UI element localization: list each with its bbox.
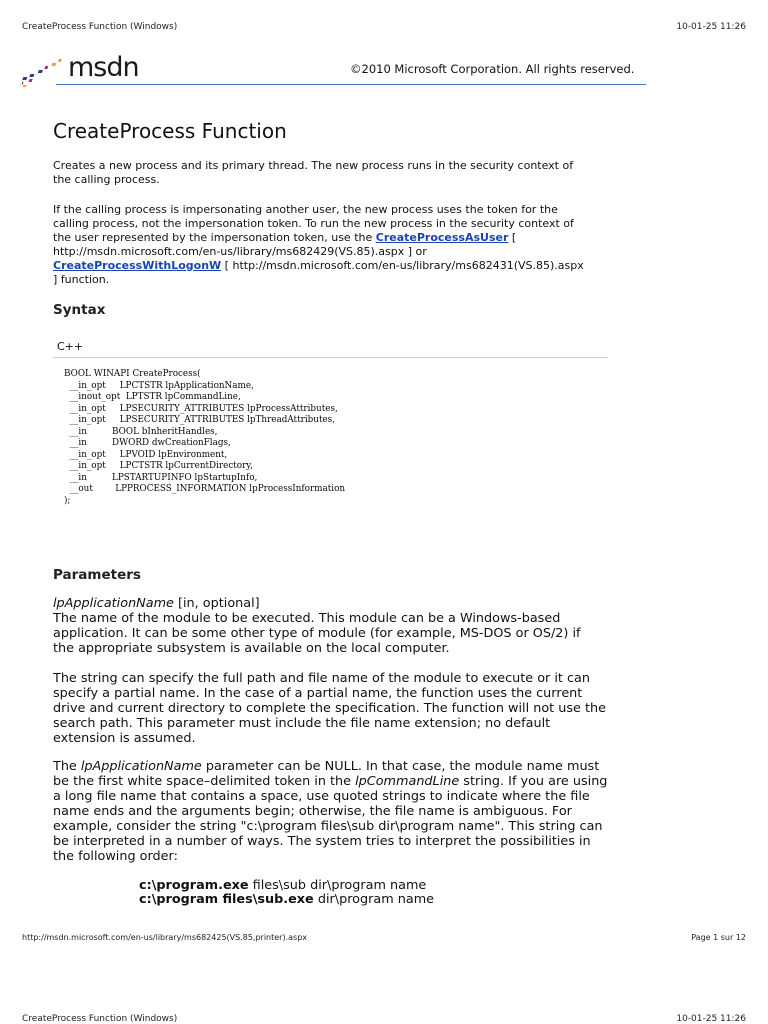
code-line: __inout_opt LPTSTR lpCommandLine, (64, 392, 241, 403)
text-line: example, consider the string "c:\program files\sub dir\program name". This string can (53, 819, 603, 834)
intro-paragraph (53, 159, 573, 187)
text-line: the following order: (53, 849, 178, 864)
text-line: drive and current directory to complete the specification. The function will not use the (53, 701, 606, 716)
page-title: CreateProcess Function (53, 119, 287, 143)
text-line: name ends and the arguments begin; otherwise, the file name is ambiguous. For (53, 804, 572, 819)
text-line: The name of the module to be executed. This module can be a Windows-based (53, 611, 561, 626)
code-line: BOOL WINAPI CreateProcess( (64, 369, 201, 379)
code-line: __in BOOL bInheritHandles, (64, 426, 218, 437)
text-line (53, 259, 633, 273)
createprocessasuser-link[interactable]: CreateProcessAsUser (375, 231, 509, 244)
copyright-notice: ©2010 Microsoft Corporation. All rights reserved. (350, 62, 635, 76)
text-span: [ (508, 231, 517, 244)
path-example (139, 879, 434, 893)
intro-line: Creates a new process and its primary thread. The new process runs in the security context of (53, 159, 574, 172)
msdn-logo-text: msdn (68, 52, 139, 83)
code-line: __in_opt LPVOID lpEnvironment, (64, 449, 228, 460)
print-header-datetime: 10-01-25 11:26 (676, 22, 746, 32)
param-name: lpApplicationName (53, 596, 174, 611)
code-line: __in_opt LPSECURITY_ATTRIBUTES lpProcessAttributes, (64, 403, 338, 414)
print-footer-page: Page 1 sur 12 (691, 933, 746, 942)
text-line: application. It can be some other type of module (for example, MS-DOS or OS/2) if (53, 626, 581, 641)
path-examples (139, 879, 434, 907)
text-line: be interpreted in a number of ways. The system tries to interpret the possibilities in (53, 834, 591, 849)
path-bold: c:\program.exe (139, 878, 249, 893)
text-line (53, 231, 633, 245)
code-line: __in DWORD dwCreationFlags, (64, 438, 231, 449)
code-line: __in_opt LPSECURITY_ATTRIBUTES lpThreadAttributes, (64, 415, 335, 426)
text-span: string. If you are using (459, 774, 608, 789)
text-line: search path. This parameter must include the file name extension; no default (53, 716, 551, 731)
code-line: __in LPSTARTUPINFO lpStartupInfo, (64, 472, 258, 483)
text-line: the appropriate subsystem is available on the local computer. (53, 641, 450, 656)
path-rest: files\sub dir\program name (248, 878, 427, 893)
text-line: a long file name that contains a space, use quoted strings to indicate where the file (53, 789, 590, 804)
code-line: __in_opt LPCTSTR lpApplicationName, (64, 380, 254, 391)
print-footer-url: http://msdn.microsoft.com/en-us/library/ms682425(VS.85,printer).aspx (22, 933, 308, 942)
text-line: extension is assumed. (53, 731, 196, 746)
text-line (53, 774, 607, 789)
code-language-label: C++ (57, 340, 84, 353)
syntax-heading: Syntax (53, 302, 106, 318)
header-divider (56, 84, 646, 85)
path-example (139, 893, 434, 907)
code-divider (53, 357, 608, 358)
parameters-heading: Parameters (53, 567, 141, 583)
param-desc-3 (53, 759, 607, 864)
print-header-title: CreateProcess Function (Windows) (22, 22, 178, 32)
code-line: __in_opt LPCTSTR lpCurrentDirectory, (64, 461, 253, 472)
createprocesswithlogonw-link[interactable]: CreateProcessWithLogonW (53, 259, 222, 272)
intro-line: the calling process. (53, 173, 160, 186)
text-line: If the calling process is impersonating another user, the new process uses the token for the (53, 203, 558, 216)
text-span: parameter can be NULL. In that case, the module name must (201, 759, 600, 774)
text-span: the user represented by the impersonation token, use the (53, 231, 376, 244)
syntax-code-block (64, 369, 345, 508)
text-line (53, 759, 607, 774)
param-desc-2 (53, 671, 606, 746)
text-line: specify a partial name. In the case of a partial name, the function uses the current (53, 686, 583, 701)
text-span: [ http://msdn.microsoft.com/en-us/library/ms682431(VS.85).aspx (221, 259, 584, 272)
impersonation-paragraph (53, 203, 633, 287)
path-bold: c:\program files\sub.exe (139, 892, 314, 907)
param-title (53, 596, 260, 611)
next-page-header-title: CreateProcess Function (Windows) (22, 1014, 178, 1024)
text-line: http://msdn.microsoft.com/en-us/library/ms682429(VS.85).aspx ] or (53, 245, 427, 258)
inline-param: lpCommandLine (355, 774, 460, 789)
code-line: __out LPPROCESS_INFORMATION lpProcessInformation (64, 484, 346, 495)
text-line: The string can specify the full path and file name of the module to execute or it can (53, 671, 590, 686)
param-desc-1 (53, 611, 581, 656)
code-line: ); (64, 496, 71, 507)
path-rest: dir\program name (313, 892, 435, 907)
text-span: The (53, 759, 81, 774)
inline-param: lpApplicationName (80, 759, 202, 774)
text-span: be the first white space–delimited token in the (53, 774, 356, 789)
text-line: ] function. (53, 273, 110, 286)
text-line: calling process, not the impersonation token. To run the new process in the security context of (53, 217, 574, 230)
param-qualifier: [in, optional] (173, 596, 260, 611)
next-page-header-datetime: 10-01-25 11:26 (676, 1014, 746, 1024)
